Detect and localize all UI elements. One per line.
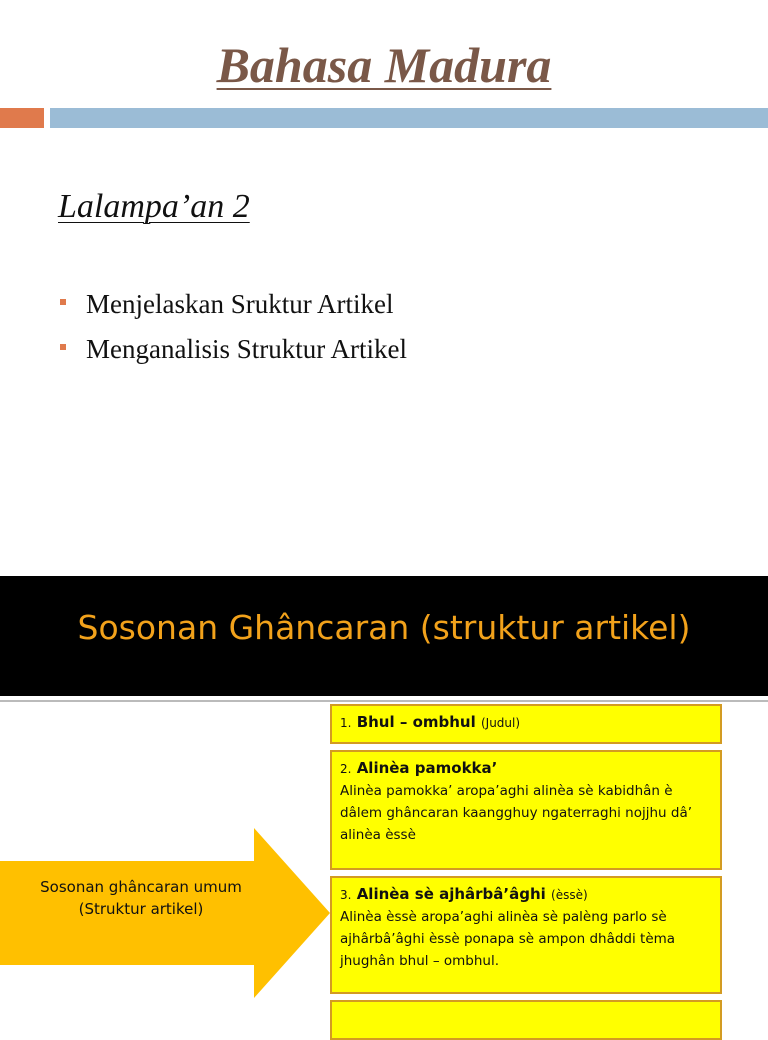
bullet-item: [58, 282, 407, 327]
slide-1-title: Bahasa Madura: [216, 37, 552, 93]
bullet-icon: [60, 299, 66, 305]
box-heading: [340, 883, 712, 906]
bullet-icon: [60, 344, 66, 350]
box-heading: [340, 711, 712, 734]
arrow-label-line: Sosonan ghâncaran umum: [40, 878, 242, 896]
divider: [0, 700, 768, 702]
box-title: Alinèa sè ajhârbâ’âghi: [356, 885, 546, 903]
box-heading: [340, 757, 712, 780]
box-title: Bhul – ombhul: [356, 713, 476, 731]
accent-bar-blue: [50, 108, 768, 128]
slide-2-header: [0, 576, 768, 696]
arrow-label: [0, 876, 282, 920]
box-body: Alinèa pamokka’ aropa’aghi alinèa sè kabidhân è dâlem ghâncaran kaangghuy ngaterraghi nojjhu dâ’ alinèa èssè: [340, 783, 693, 843]
box-number: 3.: [340, 888, 352, 902]
bullet-text: Menjelaskan Sruktur Artikel: [86, 289, 394, 319]
slide-1-subtitle: Lalampa’an 2: [58, 188, 250, 225]
accent-bar-orange: [0, 108, 44, 128]
box-note: (Judul): [480, 716, 521, 730]
structure-box-1: [330, 704, 722, 744]
box-number: 2.: [340, 762, 352, 776]
bullet-text: Menganalisis Struktur Artikel: [86, 334, 407, 364]
structure-box-4: [330, 1000, 722, 1040]
box-note: (èssè): [551, 888, 588, 902]
bullet-item: [58, 327, 407, 372]
structure-box-2: [330, 750, 722, 870]
slide-2: [0, 576, 768, 1024]
structure-box-3: [330, 876, 722, 994]
slide-2-title: Sosonan Ghâncaran (struktur artikel): [77, 608, 691, 647]
box-title: Alinèa pamokka’: [356, 759, 498, 777]
box-number: 1.: [340, 716, 352, 730]
box-body: Alinèa èssè aropa’aghi alinèa sè palèng parlo sè ajhârbâ’âghi èssè ponapa sè ampon dhâddi tèma jhughân bhul – ombhul.: [340, 909, 676, 969]
arrow-label-line: (Struktur artikel): [78, 900, 204, 918]
bullet-list: [58, 282, 407, 372]
